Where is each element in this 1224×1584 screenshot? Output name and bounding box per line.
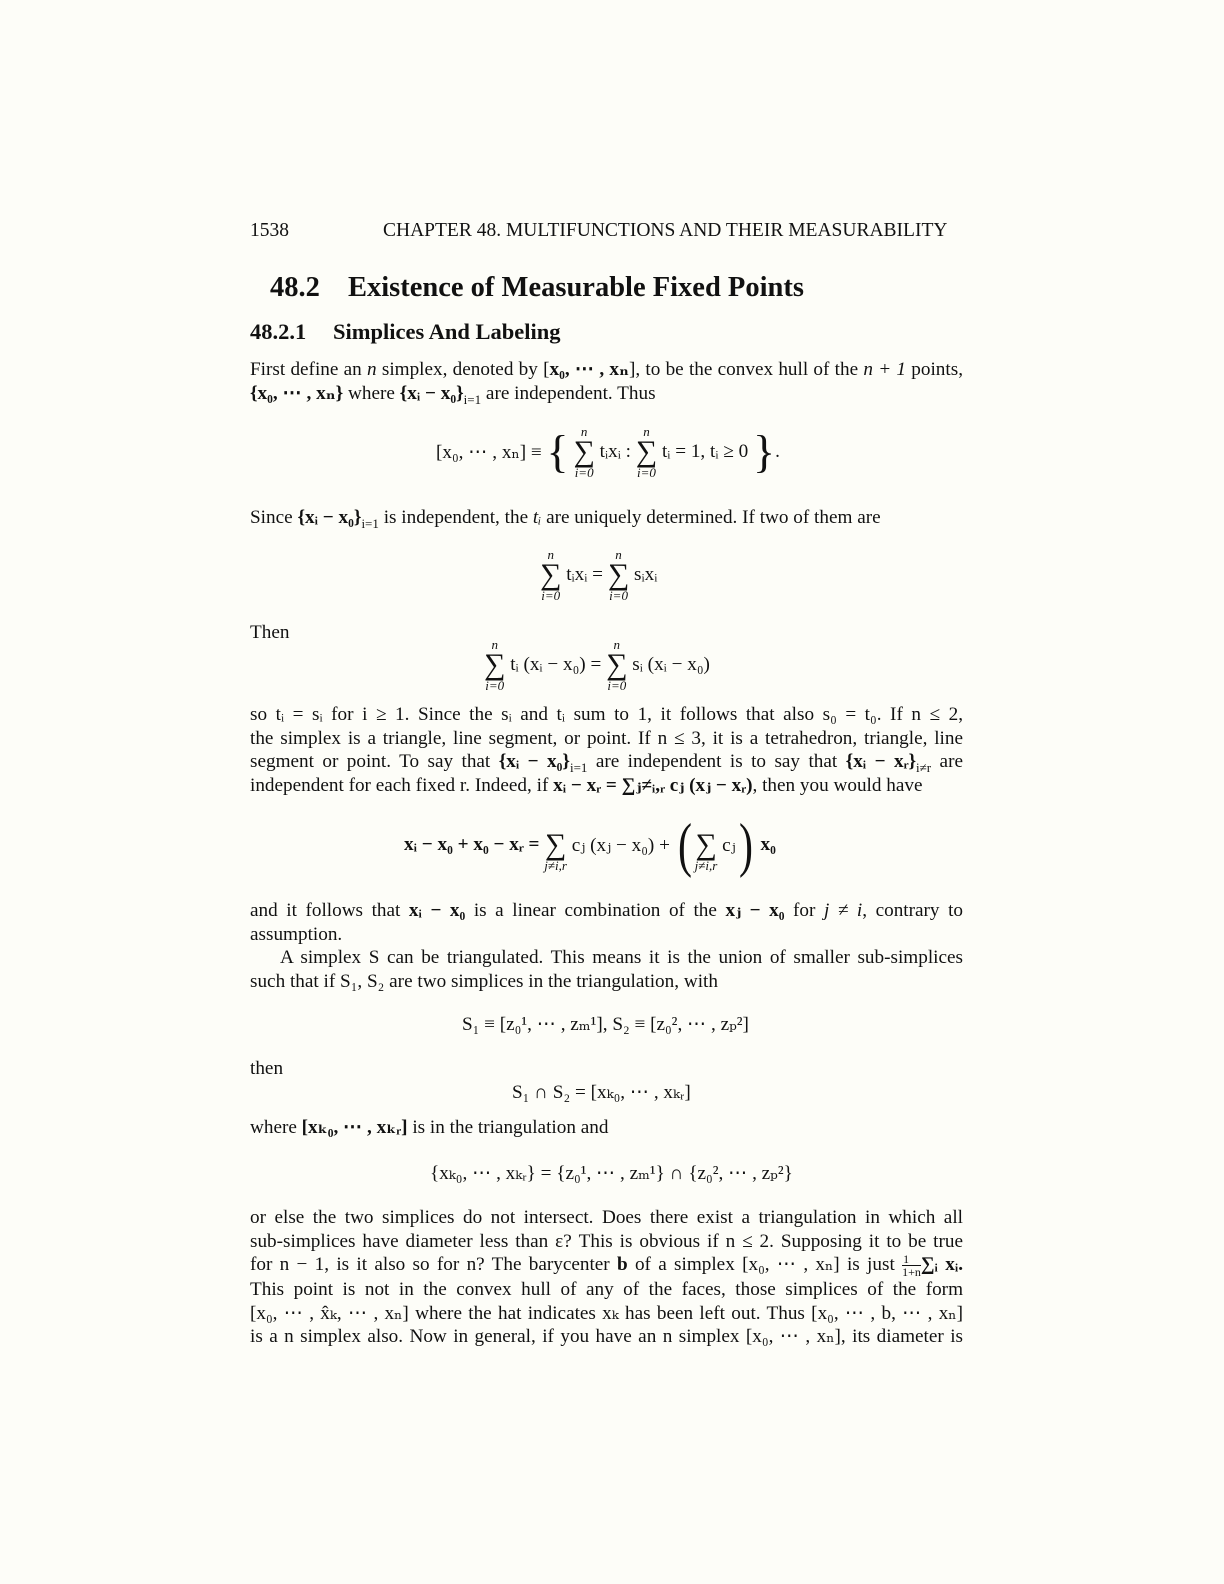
text-line: for n − 1, is it also so for n? The barycenter b of a simplex [x₀, ⋯ , xₙ] is just $\frac{1}{1+n}$ ∑ᵢ xᵢ. <box>250 1252 964 1280</box>
paragraph-independence <box>250 703 963 797</box>
equation-sum-equality: n ∑ i=0 tᵢxᵢ = n ∑ i=0 sᵢxᵢ <box>540 547 658 603</box>
equation-vertex-sets: {xₖ₀, ⋯ , xₖᵣ} = {z₀¹, ⋯ , zₘ¹} ∩ {z₀², ⋯ , zₚ²} <box>430 1163 793 1184</box>
paragraph-then-2 <box>250 1057 963 1081</box>
subsection-number: 48.2.1 <box>250 319 307 344</box>
section-title: Existence of Measurable Fixed Points <box>348 272 804 303</box>
paragraph-where <box>250 1116 963 1140</box>
text-line: sub-simplices have diameter less than ε? This is obvious if n ≤ 2. Supposing it to be true <box>250 1230 963 1252</box>
text-line: First define an n simplex, denoted by [x₀, ⋯ , xₙ], to be the convex hull of the n + 1 points, <box>250 359 963 380</box>
paragraph-triangulation-diameter <box>250 1206 963 1349</box>
text-line: This point is not in the convex hull of any of the faces, those simplices of the form <box>250 1279 963 1301</box>
subsection-heading <box>250 319 561 345</box>
text-line: [x₀, ⋯ , x̂ₖ, ⋯ , xₙ] where the hat indicates xₖ has been left out. Thus [x₀, ⋯ , b, ⋯ , xₙ] <box>250 1302 963 1324</box>
text-line: independent for each fixed r. Indeed, if xᵢ − xᵣ = ∑ⱼ≠ᵢ,ᵣ cⱼ (xⱼ − xᵣ), then you would have <box>250 774 923 796</box>
equation-simplices-s1-s2: S₁ ≡ [z₀¹, ⋯ , zₘ¹], S₂ ≡ [z₀², ⋯ , zₚ²] <box>462 1014 749 1035</box>
text-line: Then <box>250 622 290 643</box>
text-line: then <box>250 1058 284 1079</box>
fraction: $\frac{1}{1+n}$ <box>902 1252 921 1280</box>
equation-difference-sum: n ∑ i=0 tᵢ (xᵢ − x₀) = n ∑ i=0 sᵢ (xᵢ − x₀) <box>484 637 710 693</box>
section-number: 48.2 <box>270 272 320 303</box>
subsection-title: Simplices And Labeling <box>333 319 561 344</box>
paragraph-contradiction <box>250 899 963 993</box>
text-line: the simplex is a triangle, line segment, or point. If n ≤ 3, it is a tetrahedron, triangle, line <box>250 727 963 749</box>
running-header: CHAPTER 48. MULTIFUNCTIONS AND THEIR MEASURABILITY <box>383 220 948 241</box>
text-line: where [xₖ₀, ⋯ , xₖᵣ] is in the triangulation and <box>250 1117 609 1138</box>
equation-intersection: S₁ ∩ S₂ = [xₖ₀, ⋯ , xₖᵣ] <box>512 1082 691 1103</box>
text-line: A simplex S can be triangulated. This means it is the union of smaller sub-simplices <box>280 947 963 969</box>
text-line: so tᵢ = sᵢ for i ≥ 1. Since the sᵢ and tᵢ sum to 1, it follows that also s₀ = t₀. If n ≤ 2, <box>250 704 963 725</box>
text-line: or else the two simplices do not intersect. Does there exist a triangulation in which all <box>250 1207 963 1228</box>
equation-simplex-definition: [x₀, ⋯ , xₙ] ≡ { n ∑ i=0 tᵢxᵢ : n ∑ i=0 tᵢ = 1, tᵢ ≥ 0 }. <box>436 424 780 480</box>
text-line: and it follows that xᵢ − x₀ is a linear combination of the xⱼ − x₀ for j ≠ i, contrary to <box>250 900 963 921</box>
text-line: Since {xᵢ − $x_0\}_{i=1}$ is independent, the tᵢ are uniquely determined. If two of them are <box>250 507 881 531</box>
text-line: assumption. <box>250 923 343 945</box>
text-line: is a n simplex also. Now in general, if you have an n simplex [x₀, ⋯ , xₙ], its diameter is <box>250 1326 963 1348</box>
section-heading <box>270 272 804 304</box>
paragraph-uniqueness <box>250 506 963 530</box>
text-line: {x₀, ⋯ , xₙ} where {xᵢ − $x_0\}_{i=1}$ are independent. Thus <box>250 382 656 407</box>
paragraph-simplex-definition <box>250 358 963 405</box>
text-line: segment or point. To say that {xᵢ − $x_0\}_{i=1}$ are independent is to say that {xᵢ − $xᵣ\}_{i\ne r}$ are <box>250 751 963 776</box>
text-line: such that if S₁, S₂ are two simplices in the triangulation, with <box>250 970 718 992</box>
page-number: 1538 <box>250 220 289 241</box>
equation-linear-combination: xᵢ − x₀ + x₀ − xᵣ = ∑ j≠i,r cⱼ (xⱼ − x₀) + ( ∑ j≠i,r cⱼ) x₀ <box>404 812 776 878</box>
